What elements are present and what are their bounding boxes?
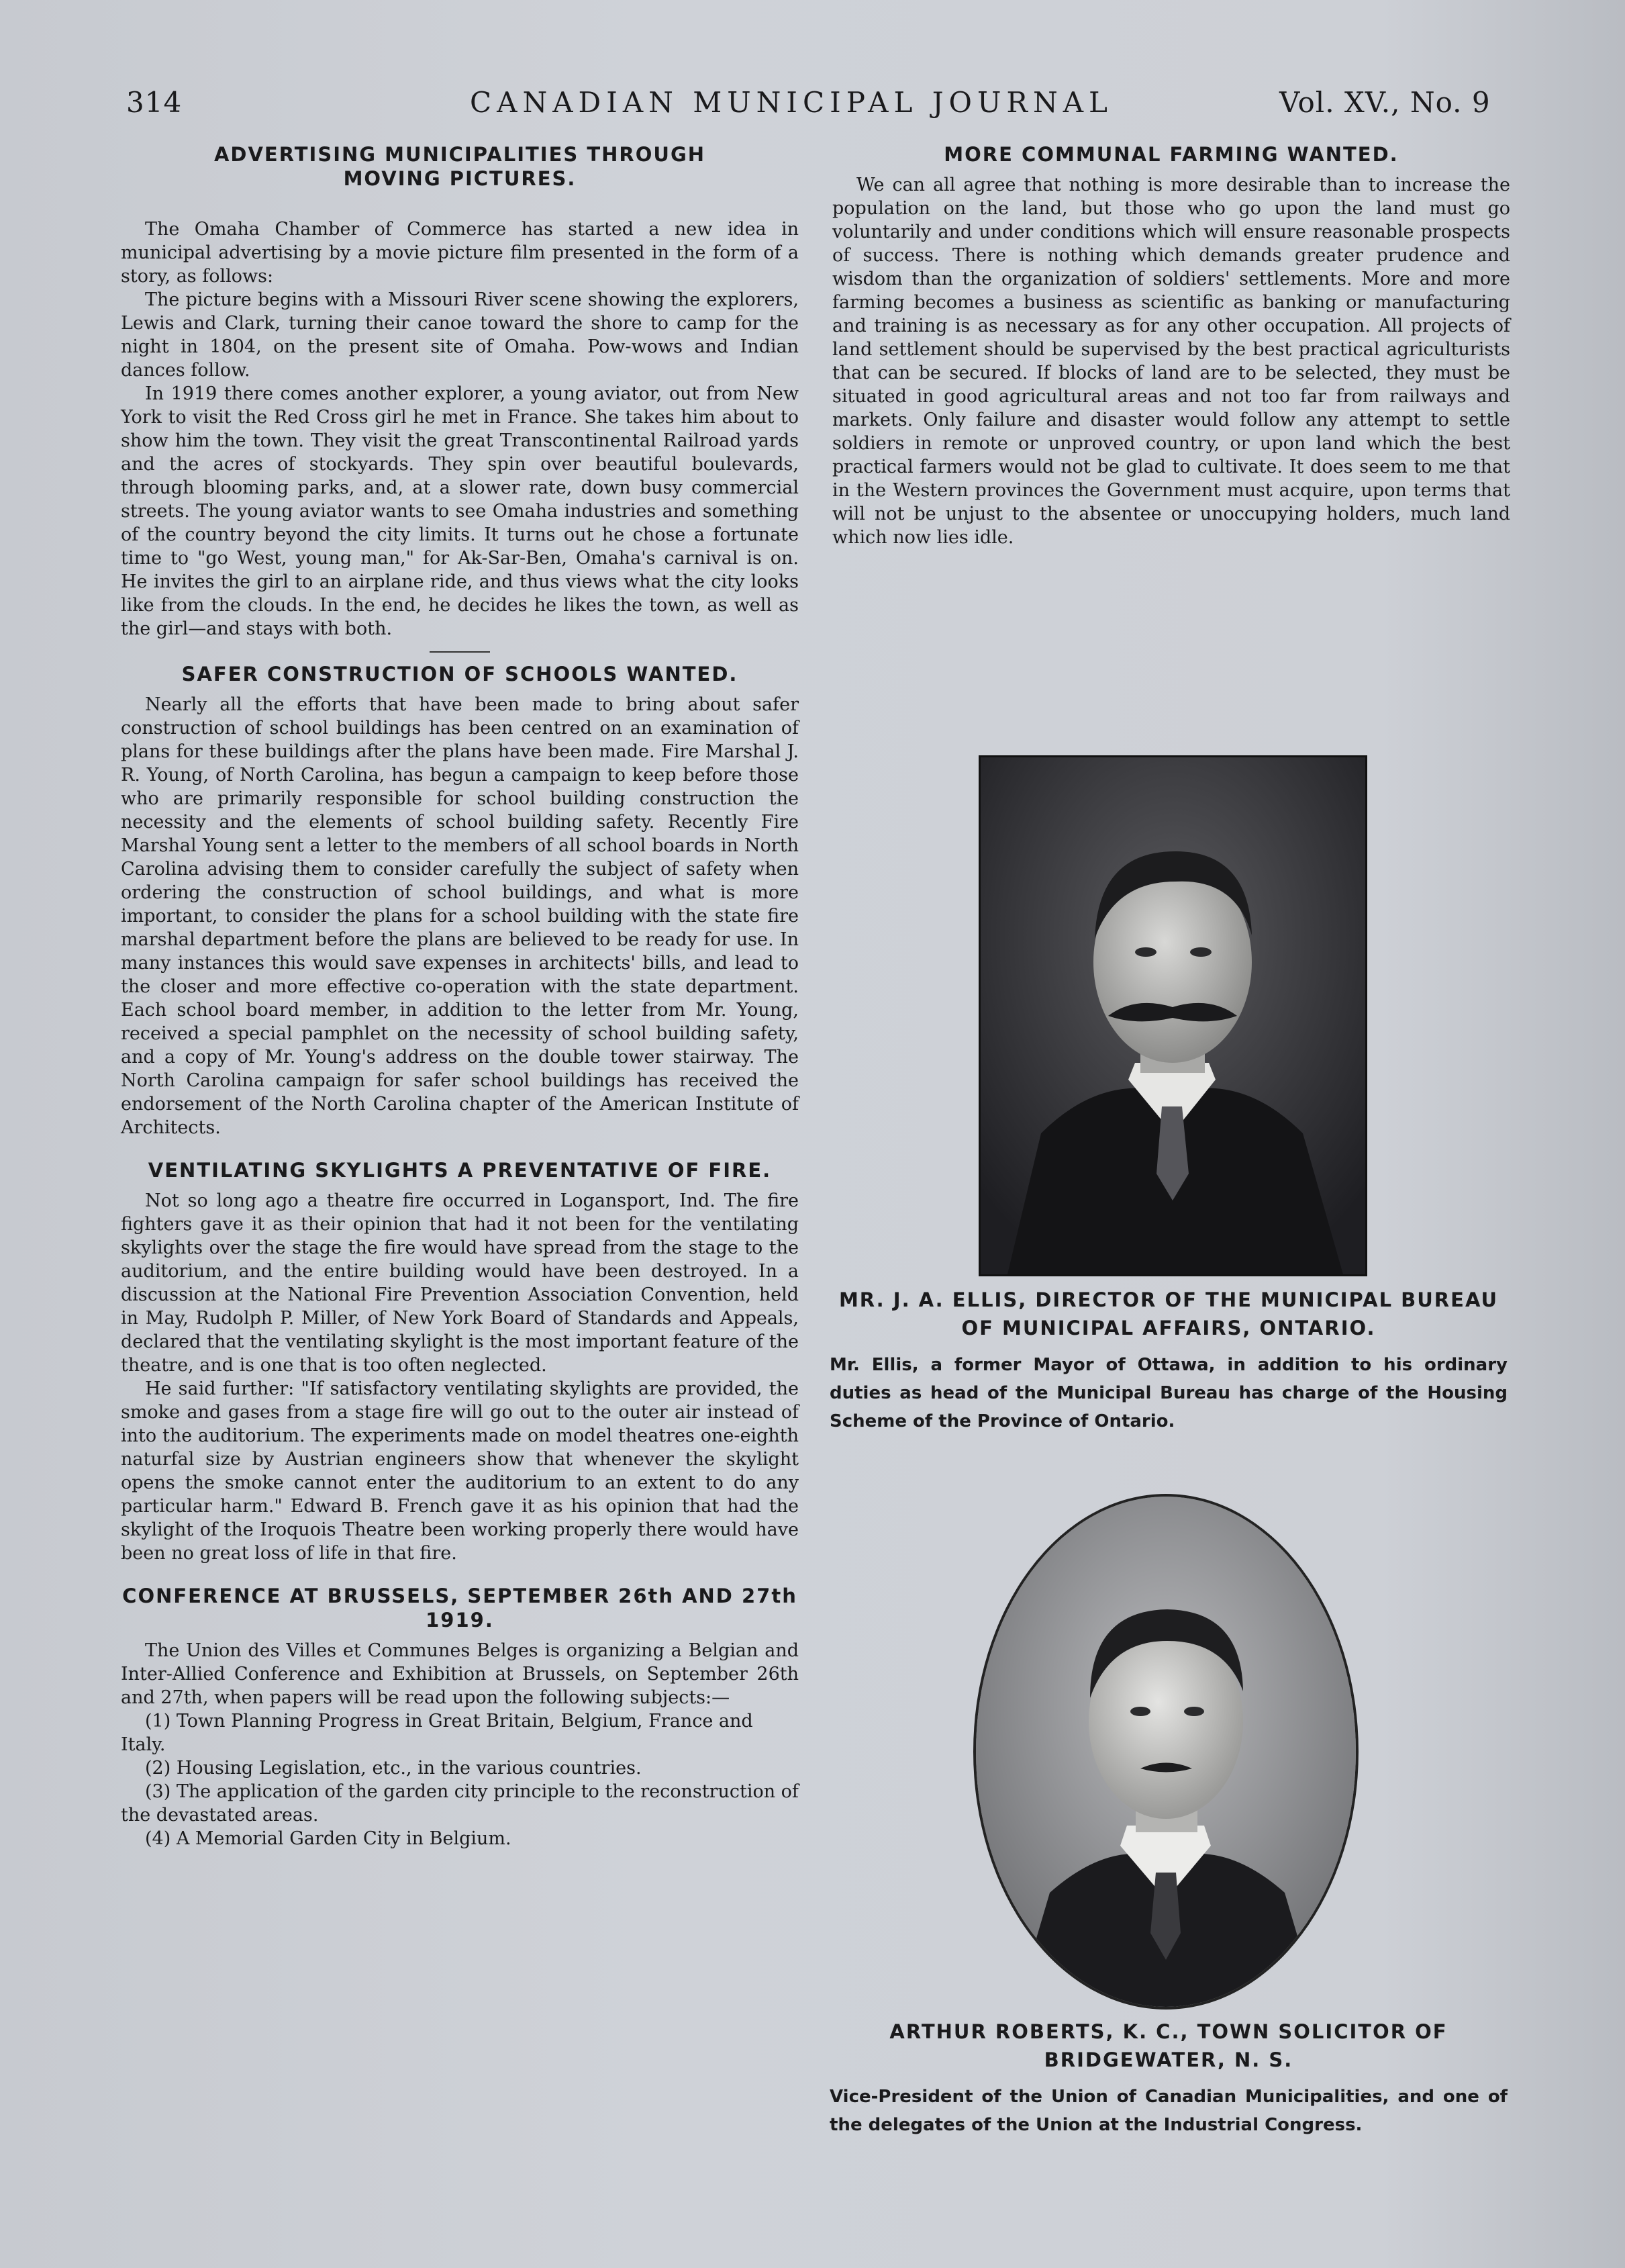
- subject-item: (2) Housing Legislation, etc., in the various countries.: [145, 1758, 642, 1779]
- portrait-photo-roberts: [973, 1494, 1359, 2010]
- article-farming: [832, 142, 1510, 549]
- article-paragraph: The Union des Villes et Communes Belges is organizing a Belgian and Inter-Allied Conference and Exhibition at Brussels, on September 26th and 27th, when papers will be read upon the following subjects:—: [121, 1640, 799, 1708]
- running-header: [0, 86, 1625, 126]
- portrait-photo-ellis: [979, 755, 1367, 1276]
- caption-title-roberts: ARTHUR ROBERTS, K. C., TOWN SOLICITOR OF BRIDGEWATER, N. S.: [889, 2020, 1448, 2071]
- article-title: CONFERENCE AT BRUSSELS, SEPTEMBER 26th AND 27th 1919.: [122, 1585, 797, 1632]
- article-paragraph: Not so long ago a theatre fire occurred in Logansport, Ind. The fire fighters gave it as their opinion that had it not been for the ventilating skylights over the stage the fire would have spread from the stage to the auditorium, and the entire building would have been destroyed. In a discussion at the National Fire Prevention Association Convention, held in May, Rudolph P. Miller, of New York Board of Standards and Appeals, declared that the ventilating skylight is the most important feature of the theatre, and is one that is too often neglected.: [121, 1190, 799, 1376]
- journal-title: CANADIAN MUNICIPAL JOURNAL: [470, 86, 1113, 119]
- article-paragraph: The Omaha Chamber of Commerce has started a new idea in municipal advertising by a movie picture film presented in the form of a story, as follows:: [121, 219, 799, 287]
- left-column: [121, 142, 799, 1850]
- page-number: 314: [126, 86, 183, 119]
- caption-text-roberts: Vice-President of the Union of Canadian Municipalities, and one of the delegates of the Union at the Industrial Congress.: [830, 2087, 1508, 2135]
- portrait-image: [976, 1497, 1356, 2007]
- volume-number: Vol. XV., No. 9: [1279, 86, 1491, 119]
- portrait-image: [981, 757, 1365, 1274]
- article-title: SAFER CONSTRUCTION OF SCHOOLS WANTED.: [181, 663, 738, 686]
- article-brussels: [121, 1584, 799, 1850]
- article-paragraph: He said further: "If satisfactory ventilating skylights are provided, the smoke and gases from a stage fire will go out to the outer air instead of into the auditorium. The experiments made on model theatres one-eighth naturfal size by Austrian engineers show that whenever the skylight opens the smoke cannot enter the auditorium to an extent to do any particular harm." Edward B. French gave it as his opinion that had the skylight of the Iroquois Theatre been working properly there would have been no great loss of life in that fire.: [121, 1378, 799, 1564]
- article-title: ADVERTISING MUNICIPALITIES THROUGH MOVING PICTURES.: [213, 143, 706, 190]
- article-title: MORE COMMUNAL FARMING WANTED.: [944, 143, 1399, 166]
- article-paragraph: In 1919 there comes another explorer, a young aviator, out from New York to visit the Red Cross girl he met in France. She takes him about to show him the town. They visit the great Transcontinental Railroad yards and the acres of stockyards. They spin over beautiful boulevards, through blooming parks, and, at a slower rate, down busy commercial streets. The young aviator wants to see Omaha industries and something of the country beyond the city limits. It turns out he chose a fortunate time to "go West, young man," for Ak-Sar-Ben, Omaha's carnival is on. He invites the girl to an airplane ride, and thus views what the city looks like from the clouds. In the end, he decides he likes the town, as well as the girl—and stays with both.: [121, 383, 799, 639]
- subject-item: (1) Town Planning Progress in Great Britain, Belgium, France and Italy.: [121, 1711, 753, 1755]
- article-skylights: [121, 1158, 799, 1565]
- subject-item: (3) The application of the garden city principle to the reconstruction of the devastated areas.: [121, 1781, 799, 1826]
- article-title: VENTILATING SKYLIGHTS A PREVENTATIVE OF FIRE.: [148, 1159, 772, 1182]
- caption-title-ellis: MR. J. A. ELLIS, DIRECTOR OF THE MUNICIPAL BUREAU OF MUNICIPAL AFFAIRS, ONTARIO.: [838, 1288, 1499, 1339]
- caption-text-ellis: Mr. Ellis, a former Mayor of Ottawa, in addition to his ordinary duties as head of the Municipal Bureau has charge of the Housing Scheme of the Province of Ontario.: [830, 1355, 1508, 1431]
- right-column: [832, 142, 1510, 549]
- section-divider: [430, 651, 490, 653]
- article-paragraph: Nearly all the efforts that have been made to bring about safer construction of school buildings has been centred on an examination of plans for these buildings after the plans have been made. Fire Marshal J. R. Young, of North Carolina, has begun a campaign to keep before those who are primarily responsible for school building construction the necessity and the elements of school building safety. Recently Fire Marshal Young sent a letter to the members of all school boards in North Carolina advising them to consider carefully the subject of safety when ordering the construction of school buildings, and what is more important, to consider the plans for a school building with the state fire marshal department before the plans are believed to be ready for use. In many instances this would save expenses in architects' bills, and lead to the closer and more effective co-operation with the state department. Each school board member, in addition to the letter from Mr. Young, received a special pamphlet on the necessity of school building safety, and a copy of Mr. Young's address on the double tower stairway. The North Carolina campaign for safer school buildings has received the endorsement of the North Carolina chapter of the American Institute of Architects.: [121, 694, 799, 1138]
- article-paragraph: The picture begins with a Missouri River scene showing the explorers, Lewis and Clark, turning their canoe toward the shore to camp for the night in 1804, on the present site of Omaha. Pow-wows and Indian dances follow.: [121, 289, 799, 381]
- subject-item: (4) A Memorial Garden City in Belgium.: [145, 1828, 511, 1849]
- article-advertising: [121, 142, 799, 641]
- article-schools: [121, 662, 799, 1139]
- article-paragraph: We can all agree that nothing is more desirable than to increase the population on the land, but those who go upon the land must go voluntarily and under conditions which will ensure reasonable prospects of success. There is nothing which demands greater prudence and wisdom than the organization of soldiers' settlements. More and more farming becomes a business as scientific as banking or manufacturing and training is as necessary as for any other occupation. All projects of land settlement should be supervised by the best practical agriculturists that can be secured. If blocks of land are to be selected, they must be situated in good agricultural areas and not too far from railways and markets. Only failure and disaster would follow any attempt to settle soldiers in remote or unproved country, or upon land which the best practical farmers would not be glad to cultivate. It does seem to me that in the Western provinces the Government must acquire, upon terms that will not be unjust to the absentee or unoccupying holders, much land which now lies idle.: [832, 175, 1510, 548]
